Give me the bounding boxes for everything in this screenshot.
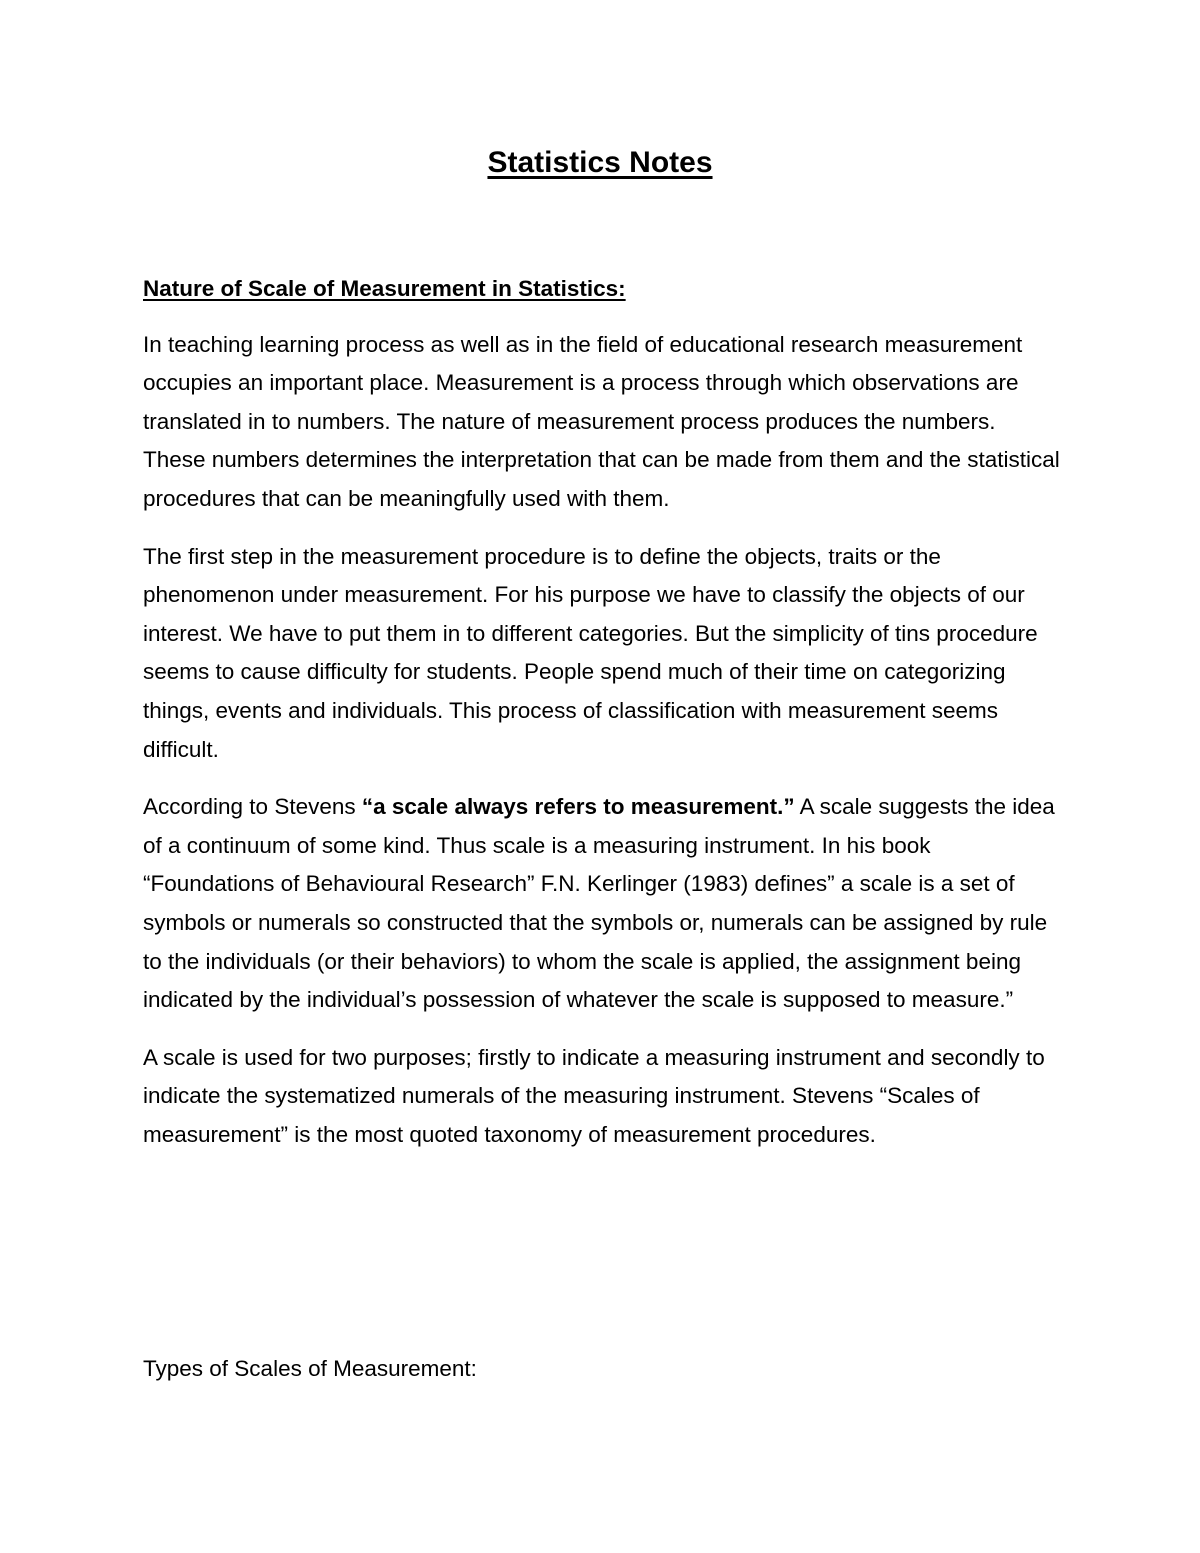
paragraph-3-lead: According to Stevens — [143, 794, 362, 820]
stevens-quote: “a scale always refers to measurement.” — [361, 794, 795, 820]
paragraph-3 — [143, 788, 1063, 1020]
document-title: Statistics Notes — [487, 146, 713, 179]
paragraph-4: A scale is used for two purposes; firstly to indicate a measuring instrument and secondly to indicate the systematized numerals of the measuring instrument. Stevens “Scales of measurement” is the most quoted taxonomy of measurement procedures. — [143, 1044, 1045, 1147]
types-heading: Types of Scales of Measurement: — [143, 1356, 477, 1381]
section-heading: Nature of Scale of Measurement in Statistics: — [143, 276, 626, 301]
document-body — [143, 270, 1063, 1173]
paragraph-2: The first step in the measurement procedure is to define the objects, traits or the phenomenon under measurement. For his purpose we have to classify the objects of our interest. We have to put them in to different categories. But the simplicity of tins procedure seems to cause difficulty for students. People spend much of their time on categorizing things, events and individuals. This process of classification with measurement seems difficult. — [143, 543, 1038, 762]
paragraph-3-rest: A scale suggests the idea of a continuum of some kind. Thus scale is a measuring instrument. In his book “Foundations of Behavioural Research” F.N. Kerlinger (1983) defines” a scale is a set of symbols or numerals so constructed that the symbols or, numerals can be assigned by rule to the individuals (or their behaviors) to whom the scale is applied, the assignment being indicated by the individual’s possession of whatever the scale is supposed to measure.” — [143, 794, 1055, 1013]
paragraph-1: In teaching learning process as well as in the field of educational research measurement occupies an important place. Measurement is a process through which observations are translated in to numbers. The nature of measurement process produces the numbers. These numbers determines the interpretation that can be made from them and the statistical procedures that can be meaningfully used with them. — [143, 331, 1060, 511]
